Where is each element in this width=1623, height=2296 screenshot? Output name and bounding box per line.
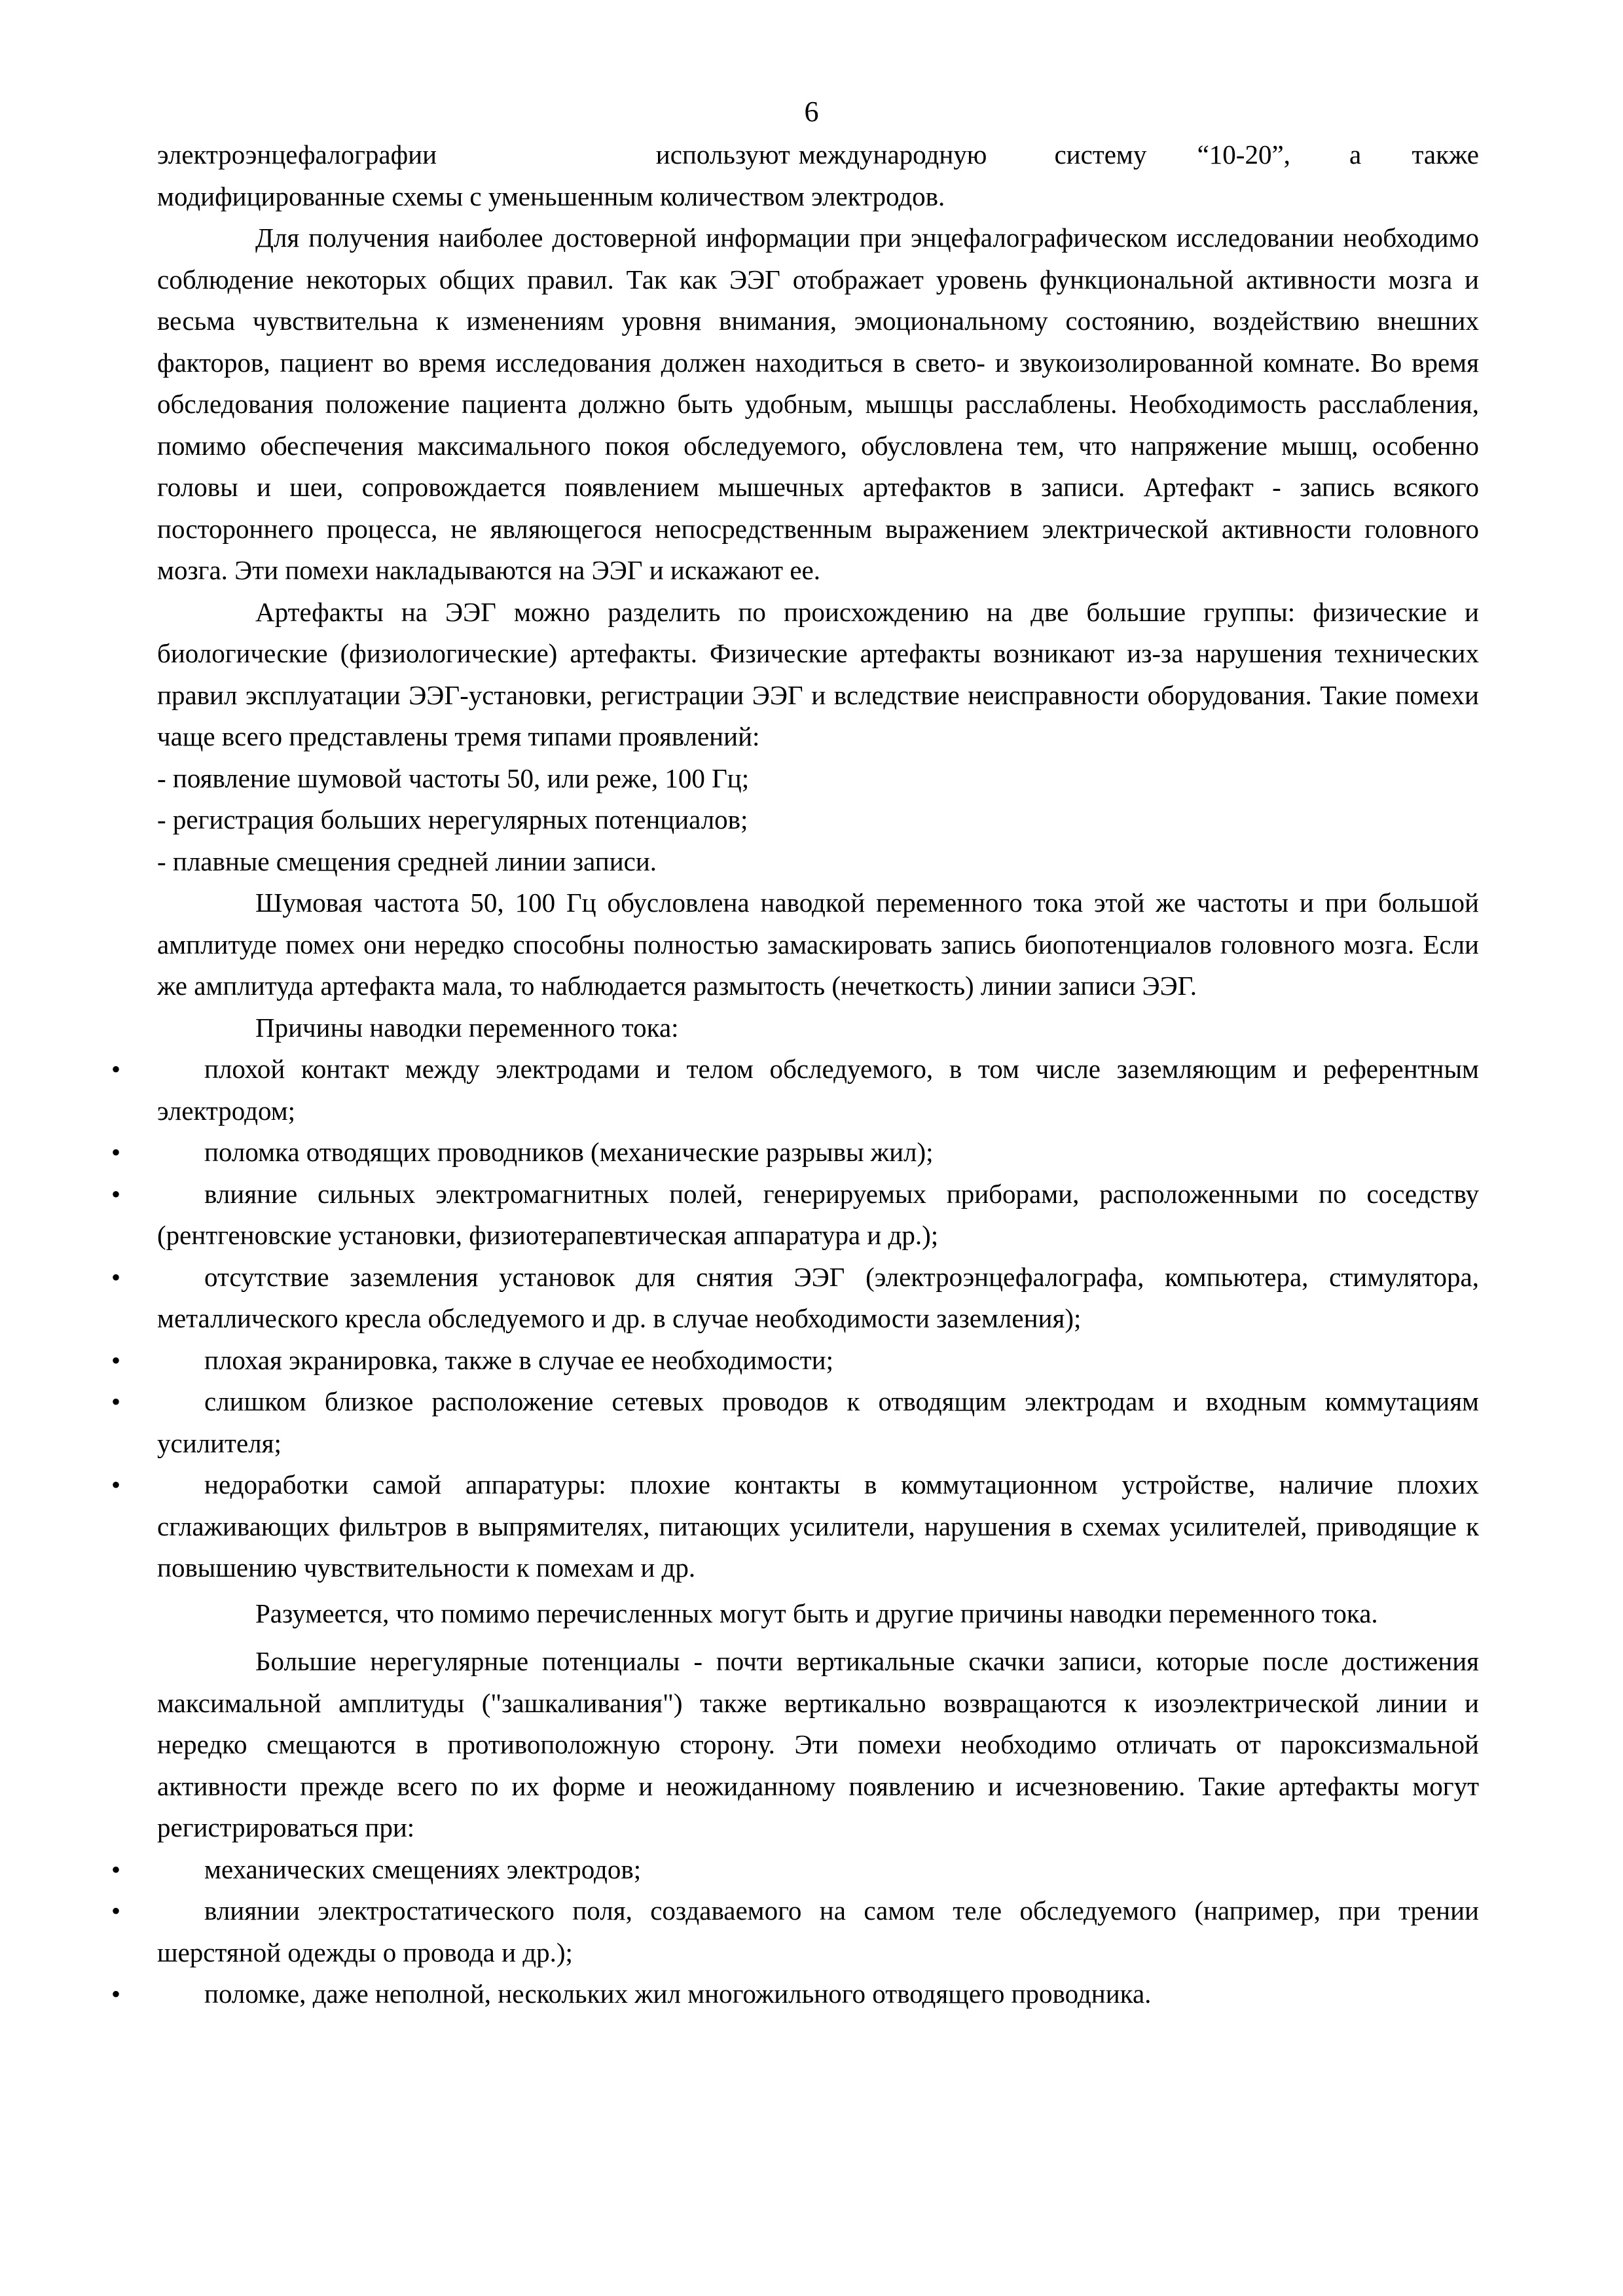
dash-item: - появление шумовой частоты 50, или реже, 100 Гц; [157, 762, 750, 793]
paragraph-causes-title: Причины наводки переменного тока: [255, 1012, 679, 1043]
page-number: 6 [804, 96, 819, 128]
list-item-text: поломка отводящих проводников (механические разрывы жил); [204, 1137, 934, 1167]
bullet-icon: • [111, 1138, 120, 1167]
bullet-icon: • [111, 1470, 120, 1499]
list-item [111, 1381, 1479, 1464]
paragraph-artifact-groups: Артефакты на ЭЭГ можно разделить по происхождению на две большие группы: физические и биологические (физиологические) артефакты. Физические артефакты возникают из-за нарушения технических правил эксплуатации ЭЭГ-установки, регистрации ЭЭГ и вследствие неисправности оборудования. Такие помехи чаще всего представлены тремя типами проявлений: [157, 596, 1479, 751]
bullet-icon: • [111, 1179, 120, 1209]
list-item [111, 1340, 1479, 1382]
paragraph-other-causes: Разумеется, что помимо перечисленных могут быть и другие причины наводки переменного тока. [255, 1598, 1378, 1628]
list-item-text: слишком близкое расположение сетевых проводов к отводящим электродам и входным коммутациям усилителя; [157, 1386, 1479, 1458]
list-item [111, 1464, 1479, 1589]
list-item-text: механических смещениях электродов; [204, 1854, 642, 1884]
bullet-icon: • [111, 1979, 120, 2009]
irregular-list [111, 1849, 1479, 2015]
intro-first-line: электроэнцефалографии используют международную систему “10-20”, а также [157, 139, 1479, 170]
list-item-text: недоработки самой аппаратуры: плохие контакты в коммутационном устройстве, наличие плохих сглаживающих фильтров в выпрямителях, питающих усилители, нарушения в схемах усилителей, приводящие к повышению чувствительности к помехам и др. [157, 1469, 1479, 1583]
list-item [111, 1849, 1479, 1891]
dash-item: - плавные смещения средней линии записи. [157, 846, 657, 876]
list-item [111, 1132, 1479, 1174]
causes-list [111, 1049, 1479, 1589]
list-item-text: поломке, даже неполной, нескольких жил многожильного отводящего проводника. [204, 1979, 1152, 2009]
paragraph-noise-frequency: Шумовая частота 50, 100 Гц обусловлена наводкой переменного тока этой же частоты и при большой амплитуде помех они нередко способны полностью замаскировать запись биопотенциалов головного мозга. Если же амплитуда артефакта мала, то наблюдается размытость (нечеткость) линии записи ЭЭГ. [157, 888, 1479, 1001]
intro-paragraph-end: модифицированные схемы с уменьшенным количеством электродов. [157, 181, 945, 211]
list-item [111, 1890, 1479, 1973]
paragraph-eeg-rules: Для получения наиболее достоверной информации при энцефалографическом исследовании необходимо соблюдение некоторых общих правил. Так как ЭЭГ отображает уровень функциональной активности мозга и весьма чувствительна к изменениям уровня внимания, эмоциональному состоянию, воздействию внешних факторов, пациент во время исследования должен находиться в свето- и звукоизолированной комнате. Во время обследования положение пациента должно быть удобным, мышцы расслаблены. Необходимость расслабления, помимо обеспечения максимального покоя обследуемого, обусловлена тем, что напряжение мышц, особенно головы и шеи, сопровождается появлением мышечных артефактов в записи. Артефакт - запись всякого постороннего процесса, не являющегося непосредственным выражением электрической активности головного мозга. Эти помехи накладываются на ЭЭГ и искажают ее. [157, 223, 1479, 585]
list-item [111, 1257, 1479, 1340]
paragraph-irregular-potentials: Большие нерегулярные потенциалы - почти вертикальные скачки записи, которые после достижения максимальной амплитуды ("зашкаливания") также вертикально возвращаются к изоэлектрической линии и нередко смещаются в противоположную сторону. Эти помехи необходимо отличать от пароксизмальной активности прежде всего по их форме и неожиданному появлению и исчезновению. Такие артефакты могут регистрироваться при: [157, 1646, 1479, 1842]
bullet-icon: • [111, 1262, 120, 1292]
list-item-text: плохой контакт между электродами и телом обследуемого, в том числе заземляющим и референтным электродом; [157, 1054, 1479, 1126]
bullet-icon: • [111, 1345, 120, 1375]
bullet-icon: • [111, 1387, 120, 1416]
list-item [111, 1174, 1479, 1257]
list-item-text: отсутствие заземления установок для снятия ЭЭГ (электроэнцефалографа, компьютера, стимулятора, металлического кресла обследуемого и др. в случае необходимости заземления); [157, 1261, 1479, 1333]
page-body [111, 134, 1479, 2015]
list-item [111, 1049, 1479, 1132]
list-item-text: влиянии электростатического поля, создаваемого на самом теле обследуемого (например, при трении шерстяной одежды о провода и др.); [157, 1895, 1479, 1967]
list-item [111, 1973, 1479, 2015]
bullet-icon: • [111, 1054, 120, 1084]
list-item-text: плохая экранировка, также в случае ее необходимости; [204, 1344, 833, 1375]
bullet-icon: • [111, 1854, 120, 1884]
dash-item: - регистрация больших нерегулярных потенциалов; [157, 804, 748, 834]
bullet-icon: • [111, 1896, 120, 1926]
list-item-text: влияние сильных электромагнитных полей, генерируемых приборами, расположенными по соседству (рентгеновские установки, физиотерапевтическая аппаратура и др.); [157, 1178, 1479, 1250]
